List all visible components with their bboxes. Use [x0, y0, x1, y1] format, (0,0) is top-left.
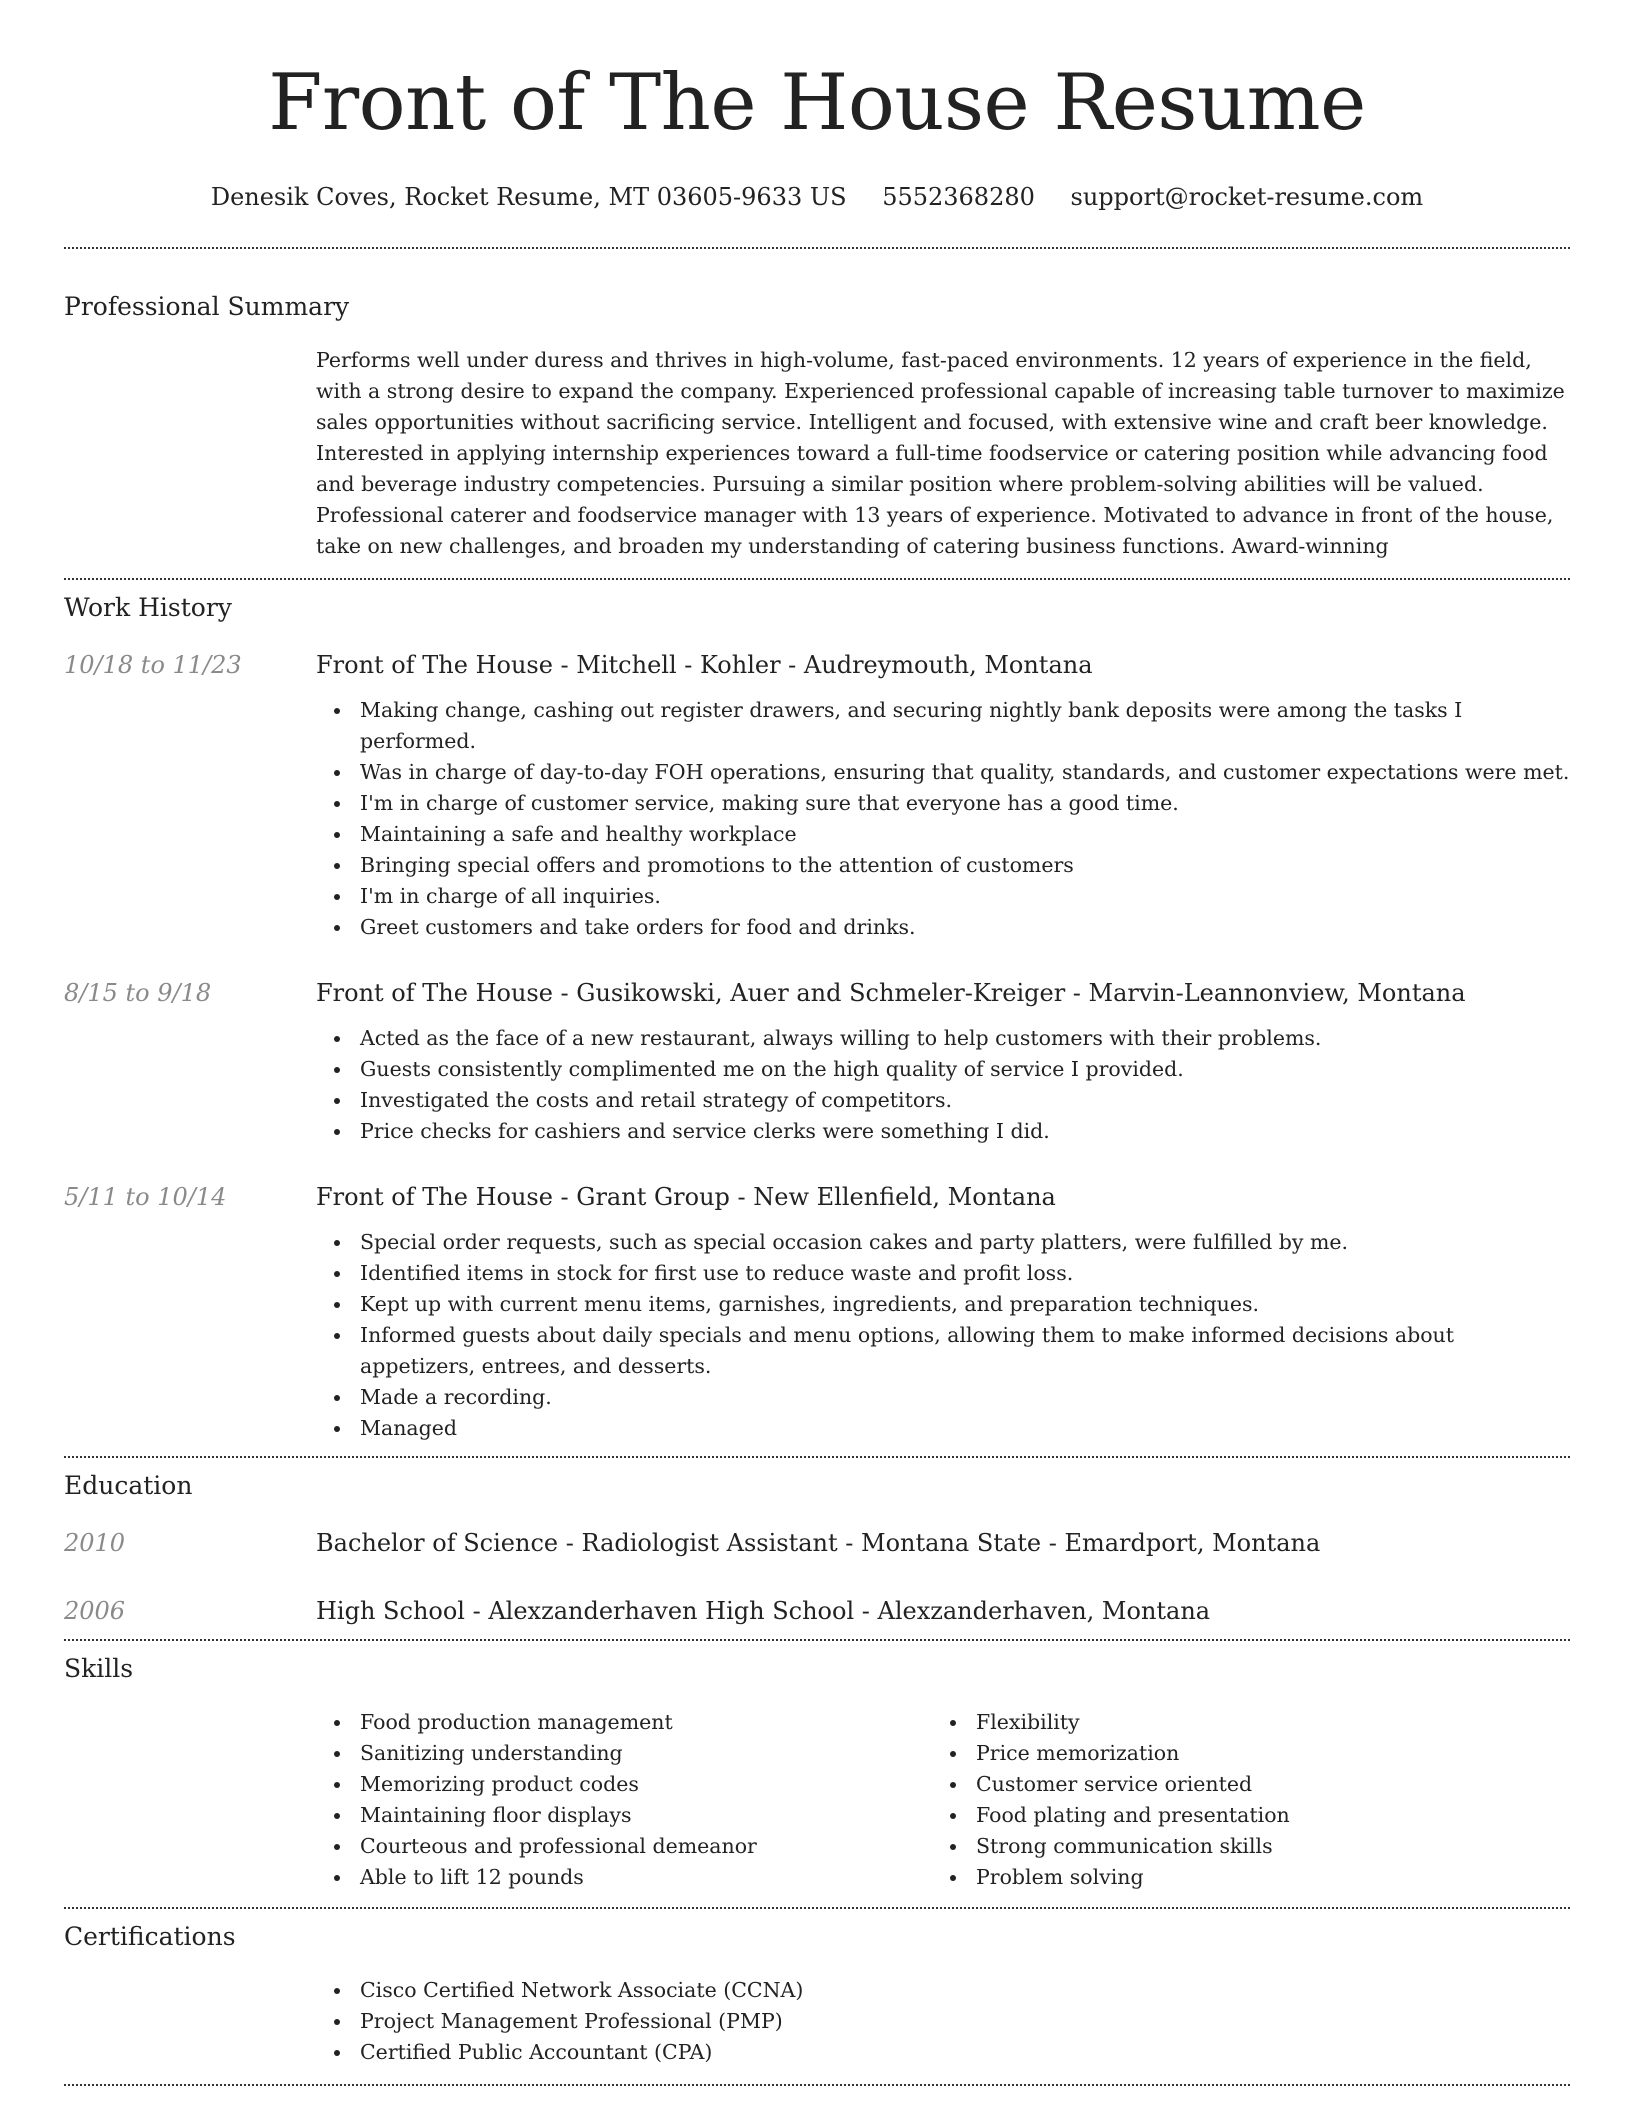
work-history-section	[64, 580, 1570, 1456]
list-item: Price memorization	[932, 1738, 1548, 1769]
education-entry	[64, 1595, 1570, 1627]
list-item: Project Management Professional (PMP)	[316, 2006, 1570, 2037]
job-title: Front of The House - Gusikowski, Auer and Schmeler-Kreiger - Marvin-Leannonview, Montana	[316, 979, 1466, 1007]
work-history-heading: Work History	[64, 593, 232, 622]
skills-heading: Skills	[64, 1654, 134, 1683]
list-item: Food production management	[316, 1707, 932, 1738]
contact-email: support@rocket-resume.com	[1070, 183, 1424, 211]
education-title	[316, 1595, 1210, 1627]
list-item: Food plating and presentation	[932, 1800, 1548, 1831]
list-item: Courteous and professional demeanor	[316, 1831, 932, 1862]
list-item: Price checks for cashiers and service clerks were something I did.	[316, 1116, 1570, 1147]
job-duties-list	[316, 1227, 1570, 1444]
list-item: Able to lift 12 pounds	[316, 1862, 932, 1893]
job-entry	[64, 1181, 1570, 1444]
list-item: Kept up with current menu items, garnishes, ingredients, and preparation techniques.	[316, 1289, 1570, 1320]
list-item: Made a recording.	[316, 1382, 1570, 1413]
skills-section	[64, 1641, 1570, 1907]
list-item: Greet customers and take orders for food and drinks.	[316, 912, 1570, 943]
certifications-list	[316, 1975, 1570, 2068]
job-duties-list	[316, 695, 1570, 943]
skills-list-left	[316, 1707, 932, 1893]
job-title: Front of The House - Mitchell - Kohler - Audreymouth, Montana	[316, 651, 1093, 679]
list-item: Problem solving	[932, 1862, 1548, 1893]
education-section	[64, 1458, 1570, 1639]
certifications-heading: Certifications	[64, 1922, 236, 1951]
list-item: Bringing special offers and promotions to the attention of customers	[316, 850, 1570, 881]
job-entry	[64, 977, 1570, 1147]
list-item: I'm in charge of all inquiries.	[316, 881, 1570, 912]
summary-section	[64, 249, 1570, 578]
list-item: Informed guests about daily specials and menu options, allowing them to make informed decisions about appetizers, entrees, and desserts.	[316, 1320, 1570, 1382]
job-title: Front of The House - Grant Group - New Ellenfield, Montana	[316, 1183, 1056, 1211]
job-duties-list	[316, 1023, 1570, 1147]
certifications-section	[64, 1909, 1570, 2084]
education-details: - Montana State - Emardport, Montana	[837, 1529, 1321, 1557]
education-year: 2006	[64, 1597, 126, 1625]
summary-heading: Professional Summary	[64, 292, 350, 321]
list-item: Guests consistently complimented me on the high quality of service I provided.	[316, 1054, 1570, 1085]
list-item: Investigated the costs and retail strategy of competitors.	[316, 1085, 1570, 1116]
list-item: Identified items in stock for first use to reduce waste and profit loss.	[316, 1258, 1570, 1289]
list-item: Flexibility	[932, 1707, 1548, 1738]
list-item: Was in charge of day-to-day FOH operations, ensuring that quality, standards, and customer expectations were met.	[316, 757, 1570, 788]
education-degree: High School	[316, 1597, 465, 1625]
skills-list-right	[932, 1707, 1548, 1893]
list-item: Memorizing product codes	[316, 1769, 932, 1800]
contact-phone: 5552368280	[882, 183, 1035, 211]
list-item: Maintaining a safe and healthy workplace	[316, 819, 1570, 850]
education-degree: Bachelor of Science - Radiologist Assistant	[316, 1529, 838, 1557]
job-dates: 10/18 to 11/23	[64, 651, 242, 679]
list-item: Acted as the face of a new restaurant, always willing to help customers with their problems.	[316, 1023, 1570, 1054]
summary-text: Performs well under duress and thrives in high-volume, fast-paced environments. 12 years of experience in the field, with a strong desire to expand the company. Experienced professional capable of increasing table turnover to maximize sales opportunities without sacrificing service. Intelligent and focused, with extensive wine and craft beer knowledge. Interested in applying internship experiences toward a full-time foodservice or catering position while advancing food and beverage industry competencies. Pursuing a similar position where problem-solving abilities will be valued. Professional caterer and foodservice manager with 13 years of experience. Motivated to advance in front of the house, take on new challenges, and broaden my understanding of catering business functions. Award-winning	[316, 348, 1565, 558]
skills-grid	[316, 1707, 1570, 1893]
list-item: Special order requests, such as special occasion cakes and party platters, were fulfilled by me.	[316, 1227, 1570, 1258]
list-item: Strong communication skills	[932, 1831, 1548, 1862]
list-item: Sanitizing understanding	[316, 1738, 932, 1769]
job-dates: 5/11 to 10/14	[64, 1183, 227, 1211]
education-year: 2010	[64, 1529, 126, 1557]
list-item: Customer service oriented	[932, 1769, 1548, 1800]
list-item: Maintaining floor displays	[316, 1800, 932, 1831]
list-item: Cisco Certified Network Associate (CCNA)	[316, 1975, 1570, 2006]
list-item: Managed	[316, 1413, 1570, 1444]
education-details: - Alexzanderhaven High School - Alexzanderhaven, Montana	[464, 1597, 1211, 1625]
section-divider	[64, 2084, 1570, 2086]
education-heading: Education	[64, 1471, 193, 1500]
list-item: Certified Public Accountant (CPA)	[316, 2037, 1570, 2068]
education-title	[316, 1527, 1320, 1559]
job-dates: 8/15 to 9/18	[64, 979, 212, 1007]
job-entry	[64, 649, 1570, 943]
resume-title: Front of The House Resume	[268, 58, 1366, 148]
contact-line	[64, 181, 1570, 213]
list-item: I'm in charge of customer service, making sure that everyone has a good time.	[316, 788, 1570, 819]
list-item: Making change, cashing out register drawers, and securing nightly bank deposits were among the tasks I performed.	[316, 695, 1570, 757]
education-entry	[64, 1527, 1570, 1559]
contact-address: Denesik Coves, Rocket Resume, MT 03605-9633 US	[210, 183, 847, 211]
